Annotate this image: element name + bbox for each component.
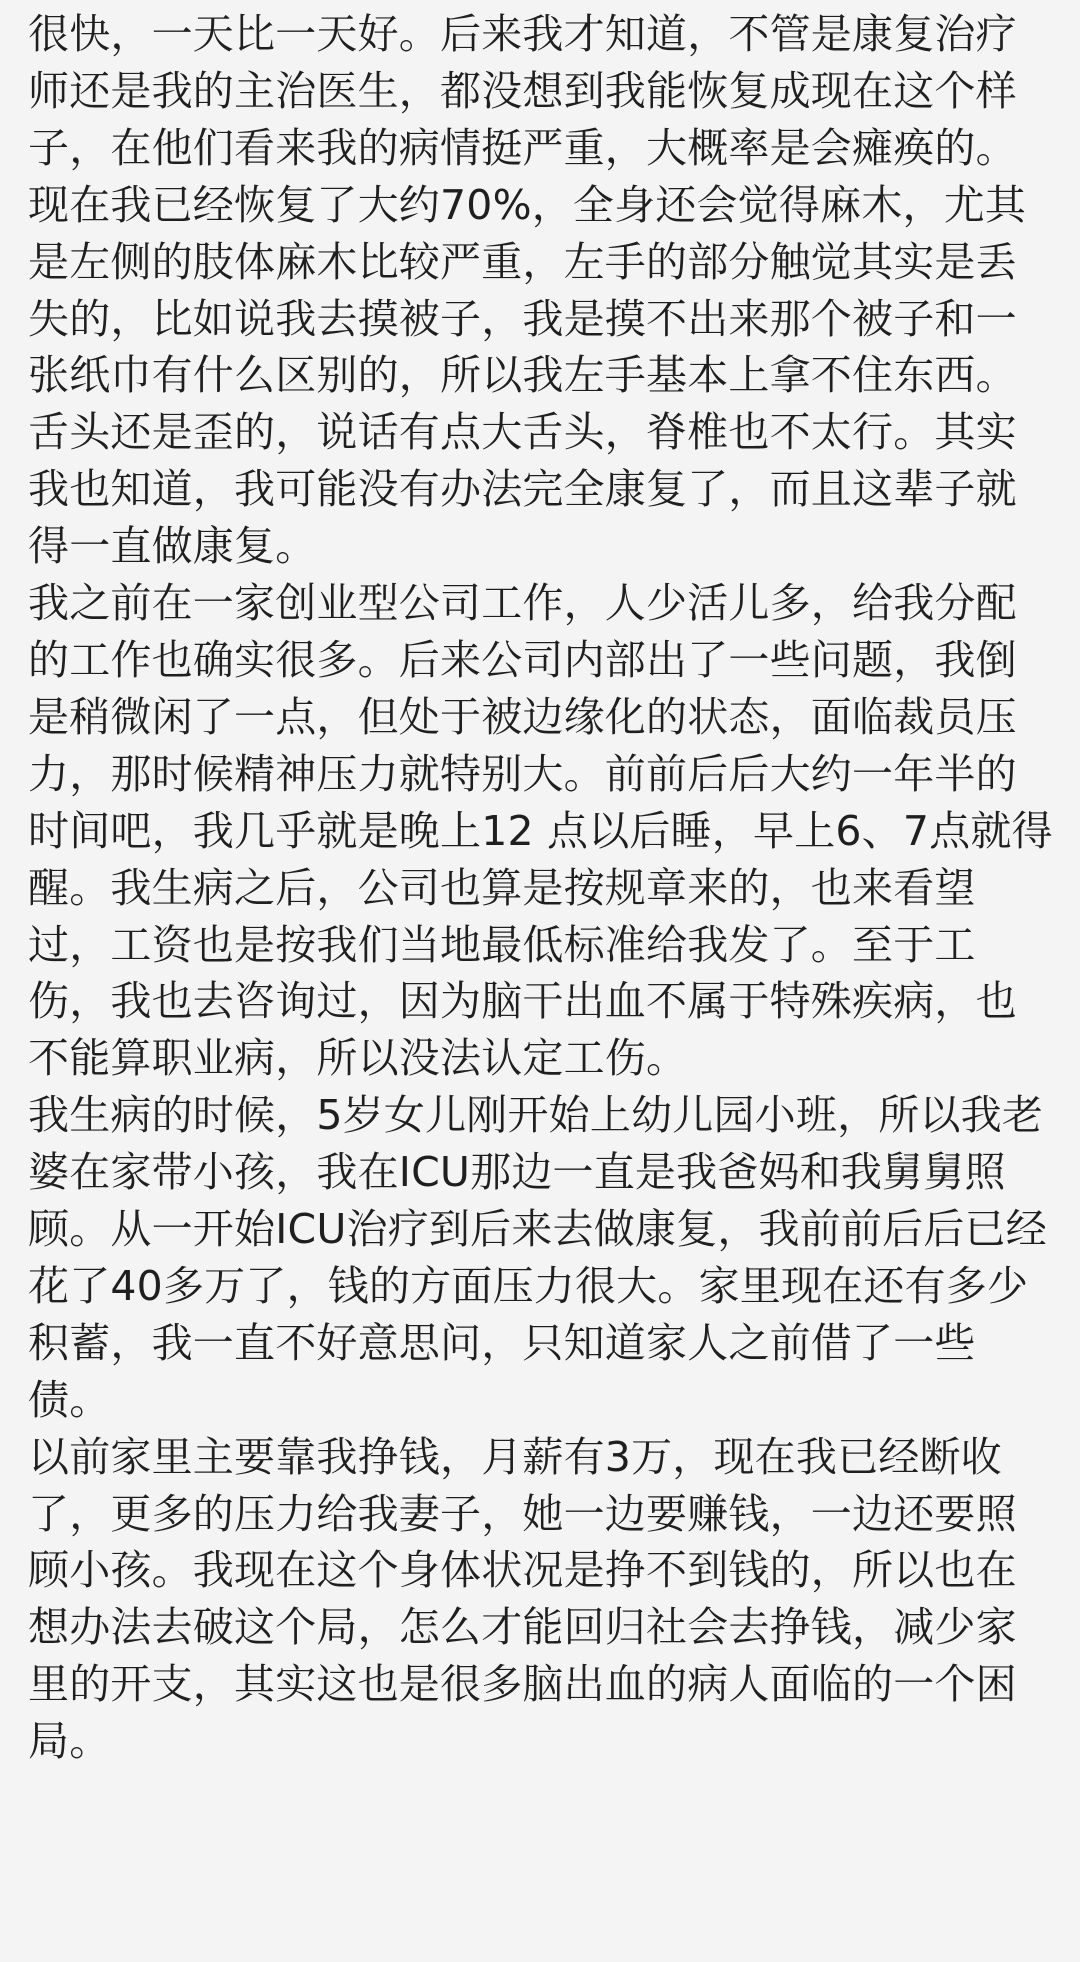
paragraph-5: 以前家里主要靠我挣钱，月薪有3万，现在我已经断收了，更多的压力给我妻子，她一边要赚钱，一边还要照顾小孩。我现在这个身体状况是挣不到钱的，所以也在想办法去破这个局，怎么才能回归社会去挣钱，减少家里的开支，其实这也是很多脑出血的病人面临的一个困局。 bbox=[28, 1432, 1017, 1766]
paragraph-2: 现在我已经恢复了大约70%，全身还会觉得麻木，尤其是左侧的肢体麻木比较严重，左手的部分触觉其实是丢失的，比如说我去摸被子，我是摸不出来那个被子和一张纸巾有什么区别的，所以我左手基本上拿不住东西。舌头还是歪的，说话有点大舌头，脊椎也不太行。其实我也知道，我可能没有办法完全康复了，而且这辈子就得一直做康复。 bbox=[28, 180, 1027, 571]
paragraph-3: 我之前在一家创业型公司工作，人少活儿多，给我分配的工作也确实很多。后来公司内部出了一些问题，我倒是稍微闲了一点，但处于被边缘化的状态，面临裁员压力，那时候精神压力就特别大。前前后后大约一年半的时间吧，我几乎就是晚上12 点以后睡，早上6、7点就得醒。我生病之后，公司也算是按规章来的，也来看望过，工资也是按我们当地最低标准给我发了。至于工伤，我也去咨询过，因为脑干出血不属于特殊疾病，也不能算职业病，所以没法认定工伤。 bbox=[28, 579, 1053, 1083]
paragraph-1: 很快，一天比一天好。后来我才知道，不管是康复治疗师还是我的主治医生，都没想到我能恢复成现在这个样子，在他们看来我的病情挺严重，大概率是会瘫痪的。 bbox=[28, 10, 1017, 172]
article-text bbox=[28, 6, 1056, 1770]
paragraph-4: 我生病的时候，5岁女儿刚开始上幼儿园小班，所以我老婆在家带小孩，我在ICU那边一直是我爸妈和我舅舅照顾。从一开始ICU治疗到后来去做康复，我前前后后已经花了40多万了，钱的方面压力很大。家里现在还有多少积蓄，我一直不好意思问，只知道家人之前借了一些债。 bbox=[28, 1091, 1047, 1424]
